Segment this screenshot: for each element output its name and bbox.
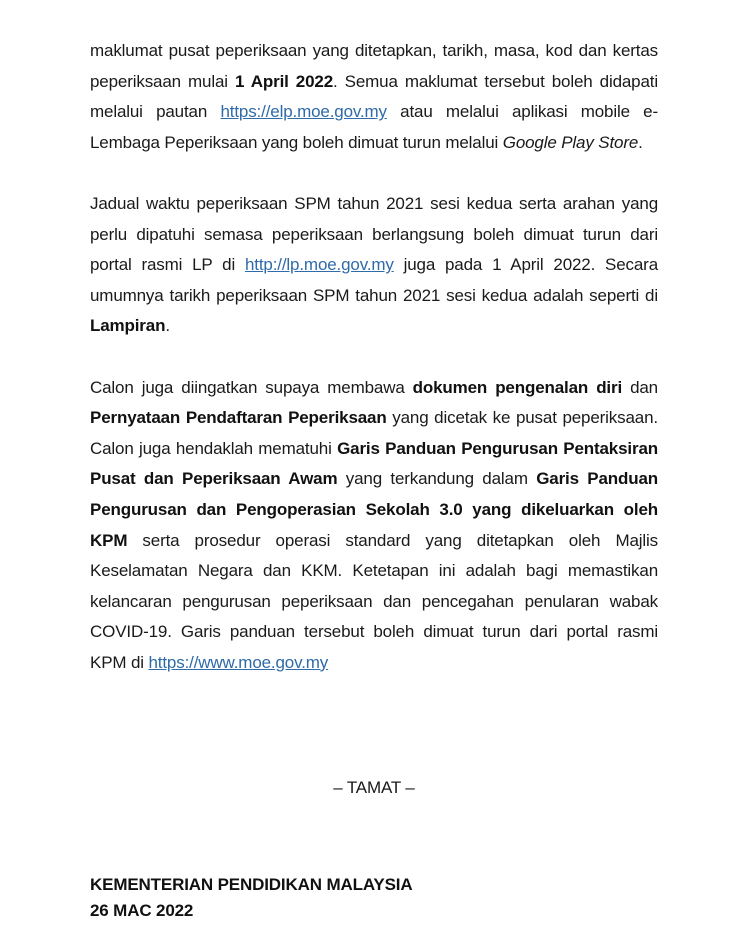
paragraph-timetable <box>90 189 658 342</box>
body-text: . Semua maklumat tersebut boleh didapati melalui pautan <box>90 71 658 122</box>
bold-text: Garis Panduan Pengurusan dan Pengoperasian Sekolah 3.0 yang dikeluarkan oleh KPM <box>90 469 659 550</box>
issue-date: 26 MAC 2022 <box>90 901 194 920</box>
body-text: atau melalui aplikasi mobile e-Lembaga Peperiksaan yang boleh dimuat turun melalui <box>90 102 658 152</box>
bold-text: Pernyataan Pendaftaran Peperiksaan <box>90 408 387 428</box>
bold-text: 1 April 2022 <box>235 71 334 91</box>
body-text: . <box>165 316 170 336</box>
url-link[interactable]: http://lp.moe.gov.my <box>244 255 394 275</box>
url-link[interactable]: https://elp.moe.gov.my <box>220 102 387 122</box>
body-text: dan <box>622 377 658 397</box>
paragraph-exam-info <box>90 36 658 158</box>
body-text: yang dicetak ke pusat peperiksaan. Calon juga hendaklah mematuhi <box>90 408 658 458</box>
body-text: juga pada 1 April 2022. Secara umumnya tarikh peperiksaan SPM tahun 2021 sesi kedua adalah seperti di <box>90 255 658 305</box>
bold-text: Garis Panduan Pengurusan Pentaksiran Pusat dan Peperiksaan Awam <box>90 438 658 489</box>
body-text: maklumat pusat peperiksaan yang ditetapkan, tarikh, masa, kod dan kertas peperiksaan mulai <box>90 41 658 91</box>
end-marker: – TAMAT – <box>333 778 415 797</box>
url-link[interactable]: https://www.moe.gov.my <box>148 652 329 672</box>
organization-name: KEMENTERIAN PENDIDIKAN MALAYSIA <box>90 875 413 894</box>
body-text: yang terkandung dalam <box>337 469 537 489</box>
signature-block <box>90 872 412 924</box>
body-text: Jadual waktu peperiksaan SPM tahun 2021 sesi kedua serta arahan yang perlu dipatuhi semasa peperiksaan berlangsung boleh dimuat turun dari portal rasmi LP di <box>90 193 658 275</box>
document-page <box>90 36 659 920</box>
bold-text: Lampiran <box>90 316 166 336</box>
body-text: . <box>638 132 643 152</box>
body-text: serta prosedur operasi standard yang ditetapkan oleh Majlis Keselamatan Negara dan KKM. Ketetapan ini adalah bagi memastikan kelancaran pengurusan peperiksaan dan pencegahan penularan wabak COVID-19. Garis panduan tersebut boleh dimuat turun dari portal rasmi KPM di <box>90 530 658 672</box>
bold-text: dokumen pengenalan diri <box>412 377 623 397</box>
body-text: Calon juga diingatkan supaya membawa <box>90 377 413 397</box>
italic-text: Google Play Store <box>502 132 639 152</box>
paragraph-candidate-guidelines <box>90 373 658 679</box>
